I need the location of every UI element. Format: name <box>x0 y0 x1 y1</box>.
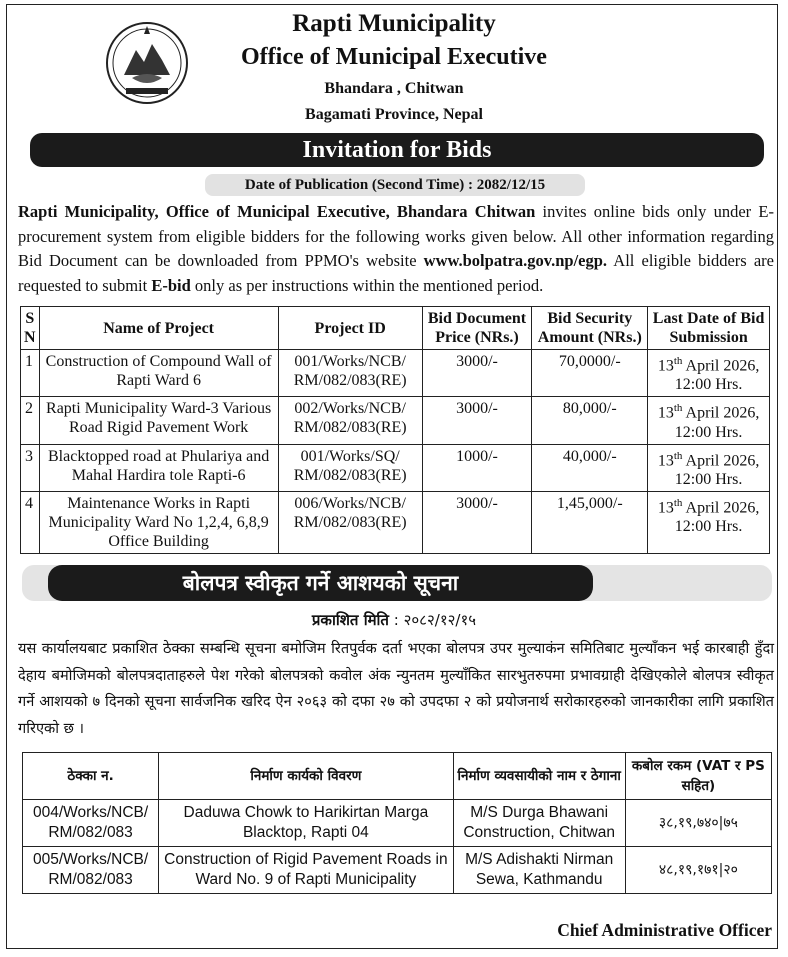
intro-bold: Rapti Municipality, Office of Municipal Executive, Bhandara Chitwan <box>18 202 536 221</box>
cell-last-date <box>648 350 770 397</box>
cell-bid-amount: ४८,१९,१७१|२० <box>625 847 771 894</box>
bids-table-header <box>21 307 770 350</box>
date-day: 13 <box>657 357 674 375</box>
invitation-heading: Invitation for Bids <box>30 133 764 167</box>
header-work-description: निर्माण कार्यको विवरण <box>159 753 453 800</box>
date-time: 12:00 Hrs. <box>674 470 743 488</box>
date-suffix: th <box>673 449 683 462</box>
publication-date: Date of Publication (Second Time) : 2082/12/15 <box>205 174 585 196</box>
header-project-id: Project ID <box>278 307 422 350</box>
date-rest: April 2026, <box>682 499 760 517</box>
cell-project-name: Construction of Compound Wall of Rapti Ward 6 <box>39 350 278 397</box>
table-row <box>21 491 770 553</box>
cell-project-id: 001/Works/SQ/ RM/082/083(RE) <box>278 444 422 491</box>
table-row <box>21 397 770 444</box>
cell-sn: 2 <box>21 397 40 444</box>
cell-security: 70,0000/- <box>532 350 648 397</box>
intent-date-value: : २०८२/१२/१५ <box>388 611 477 629</box>
intro-text-2: All eligible bidders are requested to submit <box>18 251 775 295</box>
province: Bagamati Province, Nepal <box>305 106 483 123</box>
cell-sn: 4 <box>21 491 40 553</box>
intro-text-1: invites online bids only under E-procurement system from eligible bidders for the following works given below. All other information regarding Bid Document can be downloaded from PPMO's website <box>18 202 774 270</box>
cell-work-description: Daduwa Chowk to Harikirtan Marga Blacktop, Rapti 04 <box>159 800 453 847</box>
date-time: 12:00 Hrs. <box>674 376 743 394</box>
date-suffix: th <box>673 355 683 367</box>
cell-security: 1,45,000/- <box>532 491 648 553</box>
cell-last-date <box>648 444 770 491</box>
date-day: 13 <box>657 404 674 422</box>
cell-project-id: 002/Works/NCB/ RM/082/083(RE) <box>278 397 422 444</box>
header-sn: S N <box>21 307 40 350</box>
cell-security: 40,000/- <box>532 444 648 491</box>
date-day: 13 <box>657 499 674 517</box>
cell-doc-price: 1000/- <box>422 444 532 491</box>
intent-date-label: प्रकाशित मिति <box>311 611 389 629</box>
table-row <box>21 444 770 491</box>
intro-text-3: only as per instructions within the mentioned period. <box>190 275 544 295</box>
cell-project-id: 001/Works/NCB/ RM/082/083(RE) <box>278 350 422 397</box>
ebid-label: E-bid <box>151 275 191 295</box>
date-suffix: th <box>673 402 683 415</box>
header-contract-no: ठेक्का न. <box>23 753 159 800</box>
cell-last-date <box>648 491 770 553</box>
date-suffix: th <box>673 496 683 509</box>
cell-contractor: M/S Durga Bhawani Construction, Chitwan <box>453 800 625 847</box>
cell-work-description: Construction of Rigid Pavement Roads in Ward No. 9 of Rapti Municipality <box>159 847 453 894</box>
header-last-date: Last Date of Bid Submission <box>648 307 770 350</box>
signatory: Chief Administrative Officer <box>557 920 772 940</box>
cell-sn: 3 <box>21 444 40 491</box>
website-link[interactable]: www.bolpatra.gov.np/egp. <box>423 251 608 270</box>
intent-table-header <box>23 753 772 800</box>
date-time: 12:00 Hrs. <box>674 518 743 536</box>
municipality-title: Rapti Municipality <box>292 10 496 37</box>
date-time: 12:00 Hrs. <box>674 423 743 441</box>
cell-doc-price: 3000/- <box>422 350 532 397</box>
cell-contractor: M/S Adishakti Nirman Sewa, Kathmandu <box>453 847 625 894</box>
header-security: Bid Security Amount (NRs.) <box>532 307 648 350</box>
bids-table <box>20 306 770 554</box>
cell-doc-price: 3000/- <box>422 491 532 553</box>
table-row <box>23 847 772 894</box>
date-rest: April 2026, <box>682 404 760 422</box>
header-project-name: Name of Project <box>39 307 278 350</box>
intent-heading: बोलपत्र स्वीकृत गर्ने आशयको सूचना <box>48 565 593 601</box>
date-rest: April 2026, <box>682 357 760 375</box>
header-doc-price: Bid Document Price (NRs.) <box>422 307 532 350</box>
date-rest: April 2026, <box>682 451 760 469</box>
location: Bhandara , Chitwan <box>324 80 464 97</box>
table-row <box>23 800 772 847</box>
cell-project-name: Blacktopped road at Phulariya and Mahal Hardira tole Rapti-6 <box>39 444 278 491</box>
intent-table <box>22 752 772 894</box>
cell-security: 80,000/- <box>532 397 648 444</box>
cell-sn: 1 <box>21 350 40 397</box>
cell-project-id: 006/Works/NCB/ RM/082/083(RE) <box>278 491 422 553</box>
office-title: Office of Municipal Executive <box>241 44 547 70</box>
cell-bid-amount: ३८,१९,७४०|७५ <box>625 800 771 847</box>
cell-project-name: Rapti Municipality Ward-3 Various Road Rigid Pavement Work <box>39 397 278 444</box>
intro-paragraph <box>18 200 774 298</box>
cell-contract-no: 005/Works/NCB/ RM/082/083 <box>23 847 159 894</box>
header-bid-amount: कबोल रकम (VAT र PS सहित) <box>625 753 771 800</box>
cell-last-date <box>648 397 770 444</box>
cell-contract-no: 004/Works/NCB/ RM/082/083 <box>23 800 159 847</box>
cell-doc-price: 3000/- <box>422 397 532 444</box>
date-day: 13 <box>657 451 674 469</box>
intent-publication-date <box>0 610 788 630</box>
cell-project-name: Maintenance Works in Rapti Municipality Ward No 1,2,4, 6,8,9 Office Building <box>39 491 278 553</box>
intent-paragraph: यस कार्यालयबाट प्रकाशित ठेक्का सम्बन्धि सूचना बमोजिम रितपुर्वक दर्ता भएका बोलपत्र उपर मुल्याकंन समितिबाट मुल्याँकन भई कारबाही हुँदा देहाय बमोजिमको बोलपत्रदाताहरुले पेश गरेको बोलपत्रको कवोल अंक न्युनतम मुल्याँकित सारभुतरुपमा प्रभावग्राही देखिएकोले बोलपत्र स्वीकृत गर्ने आशयको ७ दिनको सूचना सार्वजनिक खरिद ऐन २०६३ को दफा २७ को उपदफा २ को प्रयोजनार्थ सरोकारहरुको जानकारीका लागि प्रकाशित गरिएको छ । <box>18 640 774 737</box>
table-row <box>21 350 770 397</box>
header-contractor: निर्माण व्यवसायीको नाम र ठेगाना <box>453 753 625 800</box>
